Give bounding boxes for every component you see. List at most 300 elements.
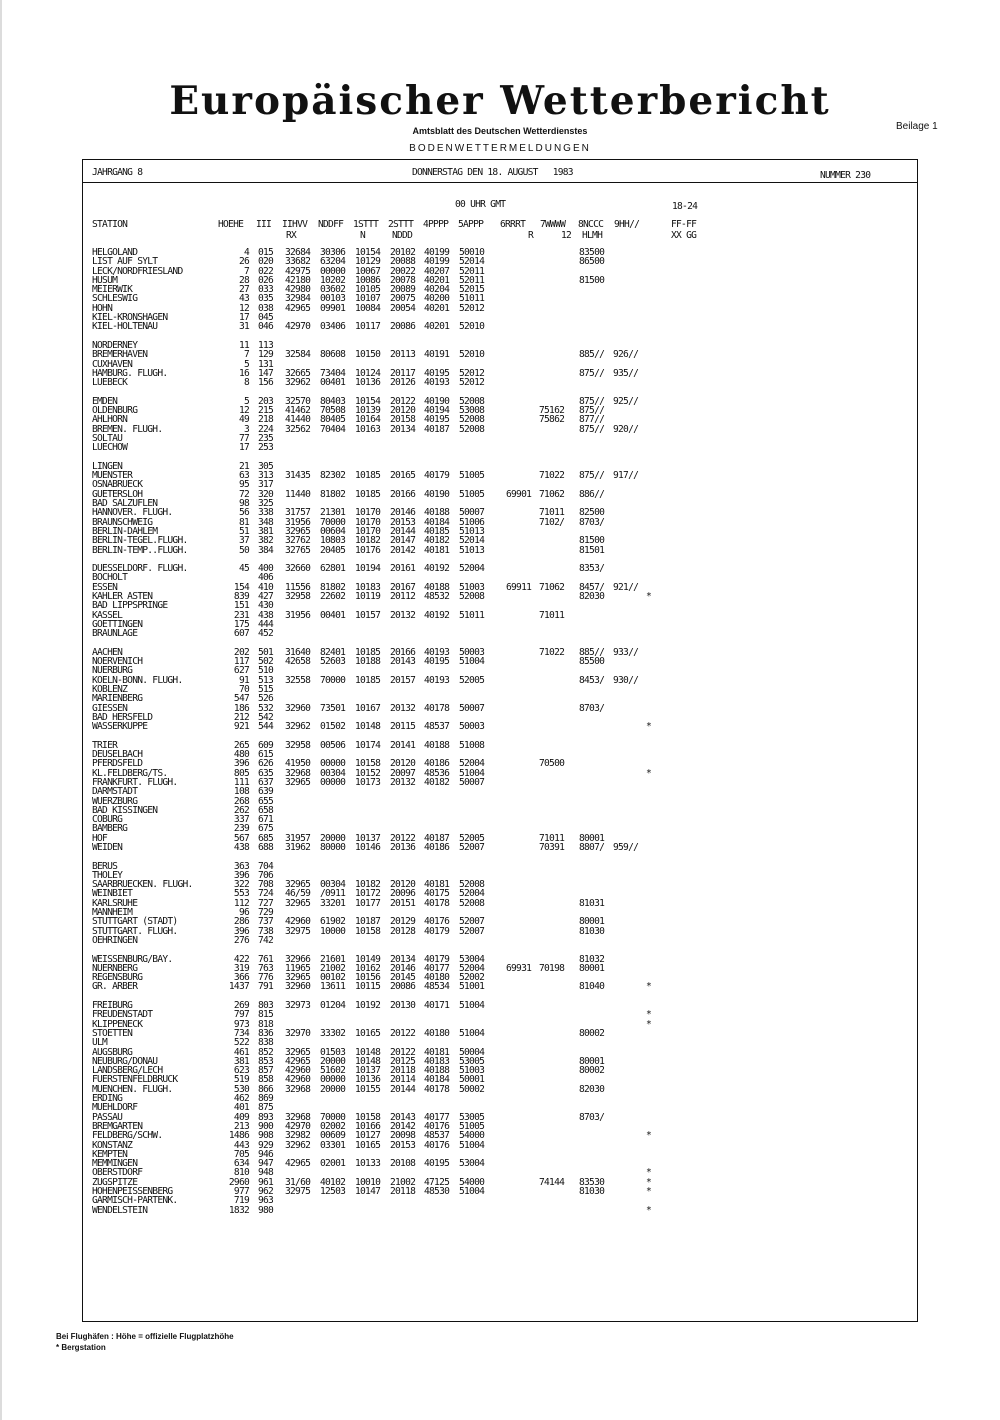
station-height: 239: [233, 823, 249, 835]
group-1sttt: 10187: [355, 916, 381, 928]
station-id: 838: [258, 1037, 274, 1049]
station-name: NUERNBERG: [92, 962, 138, 974]
group-nddff: 21002: [320, 962, 346, 974]
station-id: 253: [258, 442, 274, 454]
group-8nccc: 81032: [579, 953, 605, 965]
station-height: 286: [233, 916, 249, 928]
group-5appp: 52010: [459, 349, 485, 361]
station-id: 532: [258, 702, 274, 714]
group-5appp: 50007: [459, 702, 485, 714]
station-height: 96: [238, 907, 249, 919]
col-c4-sub: NDDD: [392, 230, 413, 241]
group-5appp: 53004: [459, 1158, 485, 1170]
group-nddff: 33201: [320, 897, 346, 909]
station-id: 980: [258, 1204, 274, 1216]
group-iihvv: 31640: [285, 646, 311, 658]
station-id: 515: [258, 683, 274, 695]
station-height: 81: [238, 516, 249, 528]
group-iihvv: 42965: [285, 302, 311, 314]
group-1sttt: 10177: [355, 897, 381, 909]
station-name: KEMPTEN: [92, 1148, 128, 1160]
group-4pppp: 40181: [424, 544, 450, 556]
group-4pppp: 40182: [424, 535, 450, 547]
group-nddff: 80608: [320, 349, 346, 361]
group-4pppp: 40178: [424, 702, 450, 714]
jahrgang-label: JAHRGANG 8: [92, 167, 143, 178]
group-4pppp: 40194: [424, 405, 450, 417]
header-divider: [82, 182, 918, 183]
group-7wwww: 71011: [539, 609, 565, 621]
group-1sttt: 10158: [355, 758, 381, 770]
page-subtitle: Amtsblatt des Deutschen Wetterdienstes: [412, 126, 588, 136]
group-8nccc: 8703/: [579, 1111, 605, 1123]
group-2sttt: 20144: [390, 1083, 416, 1095]
group-nddff: 80000: [320, 842, 346, 853]
group-1sttt: 10185: [355, 646, 381, 658]
mountain-marker: *: [646, 721, 652, 733]
col-c3-sub: N: [360, 230, 366, 241]
group-5appp: 52004: [459, 888, 485, 900]
station-height: 522: [233, 1037, 249, 1049]
group-5appp: 52002: [459, 972, 485, 984]
group-8nccc: 875//: [579, 423, 605, 435]
group-nddff: 09901: [320, 302, 346, 314]
group-1sttt: 10176: [355, 544, 381, 556]
group-5appp: 54000: [459, 1176, 485, 1188]
station-height: 151: [233, 600, 249, 612]
station-height: 5: [243, 395, 249, 407]
group-2sttt: 20117: [390, 367, 416, 379]
station-name: FREUDENSTADT: [92, 1009, 153, 1021]
station-name: MUENSTER: [92, 470, 133, 482]
group-4pppp: 40188: [424, 581, 450, 593]
group-nddff: 52603: [320, 656, 346, 668]
group-iihvv: 32966: [285, 953, 311, 965]
group-nddff: 80405: [320, 414, 346, 426]
col-c1: IIHVV: [282, 219, 308, 230]
station-id: 675: [258, 823, 274, 835]
station-height: 1832: [228, 1204, 249, 1216]
group-1sttt: 10165: [355, 1027, 381, 1039]
group-6rrrt: 69911: [506, 581, 532, 593]
group-4pppp: 40200: [424, 293, 450, 305]
group-5appp: 51003: [459, 581, 485, 593]
col-station: STATION: [92, 219, 128, 230]
group-8nccc: 81501: [579, 544, 605, 556]
station-name: WUERZBURG: [92, 795, 138, 807]
station-height: 547: [233, 693, 249, 705]
station-height: 3: [243, 423, 249, 435]
group-8nccc: 80001: [579, 1055, 605, 1067]
group-2sttt: 20078: [390, 274, 416, 286]
group-4pppp: 48537: [424, 721, 450, 733]
group-5appp: 51008: [459, 739, 485, 751]
station-name: FELDBERG/SCHW.: [92, 1130, 163, 1142]
station-id: 452: [258, 628, 274, 640]
group-8nccc: 81040: [579, 981, 605, 993]
group-2sttt: 20147: [390, 535, 416, 547]
group-2sttt: 20126: [390, 377, 416, 389]
group-5appp: 51013: [459, 544, 485, 556]
group-5appp: 52012: [459, 367, 485, 379]
group-2sttt: 20142: [390, 1120, 416, 1132]
group-2sttt: 20129: [390, 916, 416, 928]
group-4pppp: 40179: [424, 925, 450, 937]
group-2sttt: 21002: [390, 1176, 416, 1188]
group-nddff: 03301: [320, 1139, 346, 1151]
station-name: HOF: [92, 832, 108, 844]
group-5appp: 52014: [459, 535, 485, 547]
group-1sttt: 10157: [355, 609, 381, 621]
group-iihvv: 32968: [285, 1083, 311, 1095]
group-8nccc: 875//: [579, 470, 605, 482]
station-id: 626: [258, 758, 274, 770]
group-8nccc: 8703/: [579, 702, 605, 714]
station-height: 77: [238, 432, 249, 444]
group-5appp: 51004: [459, 1000, 485, 1012]
group-2sttt: 20086: [390, 321, 416, 333]
station-name: BRAUNSCHWEIG: [92, 516, 153, 528]
group-8nccc: 82030: [579, 1083, 605, 1095]
group-iihvv: 32558: [285, 674, 311, 686]
group-iihvv: 32965: [285, 879, 311, 891]
group-5appp: 52010: [459, 321, 485, 333]
group-nddff: 51602: [320, 1065, 346, 1077]
station-name: STUTTGART. FLUGH.: [92, 925, 178, 937]
group-9hh: 930//: [613, 674, 639, 686]
station-height: 530: [233, 1083, 249, 1095]
group-2sttt: 20128: [390, 925, 416, 937]
station-height: 409: [233, 1111, 249, 1123]
group-8nccc: 81500: [579, 274, 605, 286]
group-5appp: 52004: [459, 962, 485, 974]
group-4pppp: 40192: [424, 609, 450, 621]
group-4pppp: 47125: [424, 1176, 450, 1188]
group-iihvv: 32965: [285, 897, 311, 909]
group-1sttt: 10166: [355, 1120, 381, 1132]
group-2sttt: 20120: [390, 758, 416, 770]
group-nddff: 02001: [320, 1158, 346, 1170]
group-2sttt: 20134: [390, 953, 416, 965]
col-c10: 9HH//: [614, 219, 640, 230]
group-2sttt: 20054: [390, 302, 416, 314]
group-1sttt: 10115: [355, 981, 381, 993]
station-id: 501: [258, 646, 274, 658]
group-1sttt: 10163: [355, 423, 381, 435]
station-id: 513: [258, 674, 274, 686]
station-height: 396: [233, 925, 249, 937]
station-name: AACHEN: [92, 646, 123, 658]
group-4pppp: 40190: [424, 395, 450, 407]
group-4pppp: 40186: [424, 842, 450, 853]
station-id: 045: [258, 312, 274, 324]
group-4pppp: 40184: [424, 516, 450, 528]
footnote-airports: Bei Flughäfen : Höhe = offizielle Flugplatzhöhe: [56, 1332, 234, 1341]
station-id: 384: [258, 544, 274, 556]
group-4pppp: 40178: [424, 897, 450, 909]
group-4pppp: 48532: [424, 590, 450, 602]
group-6rrrt: 69901: [506, 488, 532, 500]
group-2sttt: 20143: [390, 1111, 416, 1123]
mountain-marker: *: [646, 1176, 652, 1188]
group-5appp: 53008: [459, 405, 485, 417]
group-2sttt: 20122: [390, 832, 416, 844]
col-c9-sub: HLMH: [582, 230, 603, 241]
station-height: 268: [233, 795, 249, 807]
station-name: DARMSTADT: [92, 786, 138, 798]
group-1sttt: 10107: [355, 293, 381, 305]
group-iihvv: 11965: [285, 962, 311, 974]
station-name: KIEL-KRONSHAGEN: [92, 312, 168, 324]
station-name: REGENSBURG: [92, 972, 143, 984]
group-nddff: 62801: [320, 563, 346, 575]
group-5appp: 53005: [459, 1111, 485, 1123]
group-9hh: 959//: [613, 842, 639, 853]
station-height: 212: [233, 711, 249, 723]
report-frame: [82, 159, 918, 1322]
group-iihvv: 42975: [285, 265, 311, 277]
station-height: 50: [238, 544, 249, 556]
group-1sttt: 10155: [355, 1083, 381, 1095]
station-name: COBURG: [92, 814, 123, 826]
station-id: 224: [258, 423, 274, 435]
station-name: NEUBURG/DONAU: [92, 1055, 158, 1067]
station-name: HELGOLAND: [92, 247, 138, 258]
station-name: BAD SALZUFLEN: [92, 498, 158, 510]
mountain-marker: *: [646, 767, 652, 779]
group-8nccc: 83500: [579, 247, 605, 258]
group-2sttt: 20098: [390, 1130, 416, 1142]
group-nddff: 01503: [320, 1046, 346, 1058]
group-4pppp: 40179: [424, 953, 450, 965]
station-id: 430: [258, 600, 274, 612]
group-5appp: 52008: [459, 590, 485, 602]
col-c8: 7WWWW: [540, 219, 566, 230]
station-id: 655: [258, 795, 274, 807]
group-2sttt: 20157: [390, 674, 416, 686]
station-height: 98: [238, 498, 249, 510]
group-2sttt: 20161: [390, 563, 416, 575]
group-4pppp: 40175: [424, 888, 450, 900]
station-name: STUTTGART (STADT): [92, 916, 178, 928]
group-nddff: 20000: [320, 1083, 346, 1095]
group-nddff: 21601: [320, 953, 346, 965]
group-4pppp: 48536: [424, 767, 450, 779]
station-id: 729: [258, 907, 274, 919]
group-8nccc: 86500: [579, 256, 605, 268]
station-height: 519: [233, 1074, 249, 1086]
group-4pppp: 40187: [424, 423, 450, 435]
station-height: 438: [233, 842, 249, 853]
station-id: 317: [258, 479, 274, 491]
station-id: 410: [258, 581, 274, 593]
group-1sttt: 10148: [355, 1046, 381, 1058]
station-id: 685: [258, 832, 274, 844]
station-id: 742: [258, 934, 274, 946]
group-nddff: 70000: [320, 674, 346, 686]
group-nddff: 00103: [320, 293, 346, 305]
group-2sttt: 20167: [390, 581, 416, 593]
group-5appp: 52005: [459, 832, 485, 844]
group-7wwww: 70198: [539, 962, 565, 974]
station-height: 175: [233, 618, 249, 630]
station-id: 015: [258, 247, 274, 258]
group-4pppp: 40181: [424, 879, 450, 891]
group-1sttt: 10188: [355, 656, 381, 668]
station-name: OLDENBURG: [92, 405, 138, 417]
station-height: 21: [238, 460, 249, 472]
group-nddff: 10000: [320, 925, 346, 937]
station-height: 805: [233, 767, 249, 779]
station-name: FUERSTENFELDBRUCK: [92, 1074, 178, 1086]
station-name: MEMMINGEN: [92, 1158, 138, 1170]
group-nddff: 30306: [320, 247, 346, 258]
group-8nccc: 875//: [579, 367, 605, 379]
group-5appp: 52007: [459, 916, 485, 928]
group-5appp: 50007: [459, 776, 485, 788]
group-iihvv: 32965: [285, 1046, 311, 1058]
group-2sttt: 20146: [390, 962, 416, 974]
station-name: FREIBURG: [92, 1000, 133, 1012]
group-2sttt: 20114: [390, 1074, 416, 1086]
station-id: 869: [258, 1093, 274, 1105]
group-iihvv: 42960: [285, 1074, 311, 1086]
beilage-label: Beilage 1: [896, 121, 938, 132]
station-height: 213: [233, 1120, 249, 1132]
group-5appp: 52008: [459, 897, 485, 909]
station-name: OBERSTDORF: [92, 1167, 143, 1179]
station-id: 113: [258, 339, 274, 351]
group-nddff: 00604: [320, 525, 346, 537]
group-iihvv: 31435: [285, 470, 311, 482]
col-c4: 2STTT: [388, 219, 414, 230]
group-1sttt: 10124: [355, 367, 381, 379]
station-height: 111: [233, 776, 249, 788]
station-id: 203: [258, 395, 274, 407]
station-name: BREMEN. FLUGH.: [92, 423, 163, 435]
station-id: 400: [258, 563, 274, 575]
group-iihvv: 32958: [285, 739, 311, 751]
group-5appp: 54000: [459, 1130, 485, 1142]
group-nddff: 82302: [320, 470, 346, 482]
group-nddff: 70000: [320, 1111, 346, 1123]
station-name: KIEL-HOLTENAU: [92, 321, 158, 333]
group-iihvv: 32958: [285, 590, 311, 602]
mountain-marker: *: [646, 1009, 652, 1021]
mountain-marker: *: [646, 1018, 652, 1030]
group-8nccc: 82500: [579, 507, 605, 519]
group-iihvv: 32962: [285, 1139, 311, 1151]
station-id: 857: [258, 1065, 274, 1077]
group-1sttt: 10137: [355, 1065, 381, 1077]
group-2sttt: 20088: [390, 256, 416, 268]
group-nddff: 00401: [320, 609, 346, 621]
station-id: 761: [258, 953, 274, 965]
station-height: 265: [233, 739, 249, 751]
group-nddff: 00000: [320, 265, 346, 277]
group-5appp: 53005: [459, 1055, 485, 1067]
station-name: THOLEY: [92, 869, 123, 881]
group-2sttt: 20130: [390, 1000, 416, 1012]
group-iihvv: 32984: [285, 293, 311, 305]
group-4pppp: 48537: [424, 1130, 450, 1142]
group-2sttt: 20075: [390, 293, 416, 305]
group-9hh: 926//: [613, 349, 639, 361]
group-5appp: 51011: [459, 609, 485, 621]
group-4pppp: 40199: [424, 247, 450, 258]
group-5appp: 52008: [459, 879, 485, 891]
station-height: 202: [233, 646, 249, 658]
group-2sttt: 20096: [390, 888, 416, 900]
group-iihvv: 41440: [285, 414, 311, 426]
group-9hh: 920//: [613, 423, 639, 435]
group-1sttt: 10182: [355, 535, 381, 547]
station-id: 900: [258, 1120, 274, 1132]
group-4pppp: 40180: [424, 972, 450, 984]
station-name: WEIDEN: [92, 842, 123, 853]
group-8nccc: 885//: [579, 646, 605, 658]
station-height: 45: [238, 563, 249, 575]
station-height: 5: [243, 358, 249, 370]
station-id: 658: [258, 804, 274, 816]
group-nddff: 01502: [320, 721, 346, 733]
group-7wwww: 74144: [539, 1176, 565, 1188]
group-5appp: 52004: [459, 758, 485, 770]
group-2sttt: 20122: [390, 1027, 416, 1039]
group-8nccc: 8453/: [579, 674, 605, 686]
group-4pppp: 40178: [424, 1083, 450, 1095]
group-2sttt: 20166: [390, 488, 416, 500]
group-5appp: 52008: [459, 414, 485, 426]
group-1sttt: 10165: [355, 1139, 381, 1151]
station-height: 117: [233, 656, 249, 668]
group-1sttt: 10086: [355, 274, 381, 286]
station-id: 338: [258, 507, 274, 519]
station-height: 63: [238, 470, 249, 482]
group-nddff: 03602: [320, 284, 346, 296]
group-1sttt: 10173: [355, 776, 381, 788]
station-height: 27: [238, 284, 249, 296]
group-5appp: 51005: [459, 470, 485, 482]
group-iihvv: 42960: [285, 916, 311, 928]
group-1sttt: 10156: [355, 972, 381, 984]
group-1sttt: 10139: [355, 405, 381, 417]
group-8nccc: 82030: [579, 590, 605, 602]
station-id: 510: [258, 665, 274, 677]
station-height: 396: [233, 758, 249, 770]
group-2sttt: 20118: [390, 1065, 416, 1077]
group-iihvv: 32962: [285, 721, 311, 733]
group-2sttt: 20144: [390, 525, 416, 537]
group-9hh: 917//: [613, 470, 639, 482]
nummer-label: NUMMER 230: [820, 170, 871, 181]
station-id: 947: [258, 1158, 274, 1170]
station-name: KONSTANZ: [92, 1139, 133, 1151]
group-5appp: 52007: [459, 842, 485, 853]
group-4pppp: 40179: [424, 470, 450, 482]
station-name: PASSAU: [92, 1111, 123, 1123]
group-4pppp: 40188: [424, 1065, 450, 1077]
group-1sttt: 10152: [355, 767, 381, 779]
group-iihvv: 32660: [285, 563, 311, 575]
group-nddff: 00000: [320, 758, 346, 770]
station-id: 963: [258, 1195, 274, 1207]
group-5appp: 52004: [459, 563, 485, 575]
station-height: 977: [233, 1185, 249, 1197]
group-7wwww: 71011: [539, 507, 565, 519]
group-8nccc: 8457/: [579, 581, 605, 593]
group-nddff: 20405: [320, 544, 346, 556]
